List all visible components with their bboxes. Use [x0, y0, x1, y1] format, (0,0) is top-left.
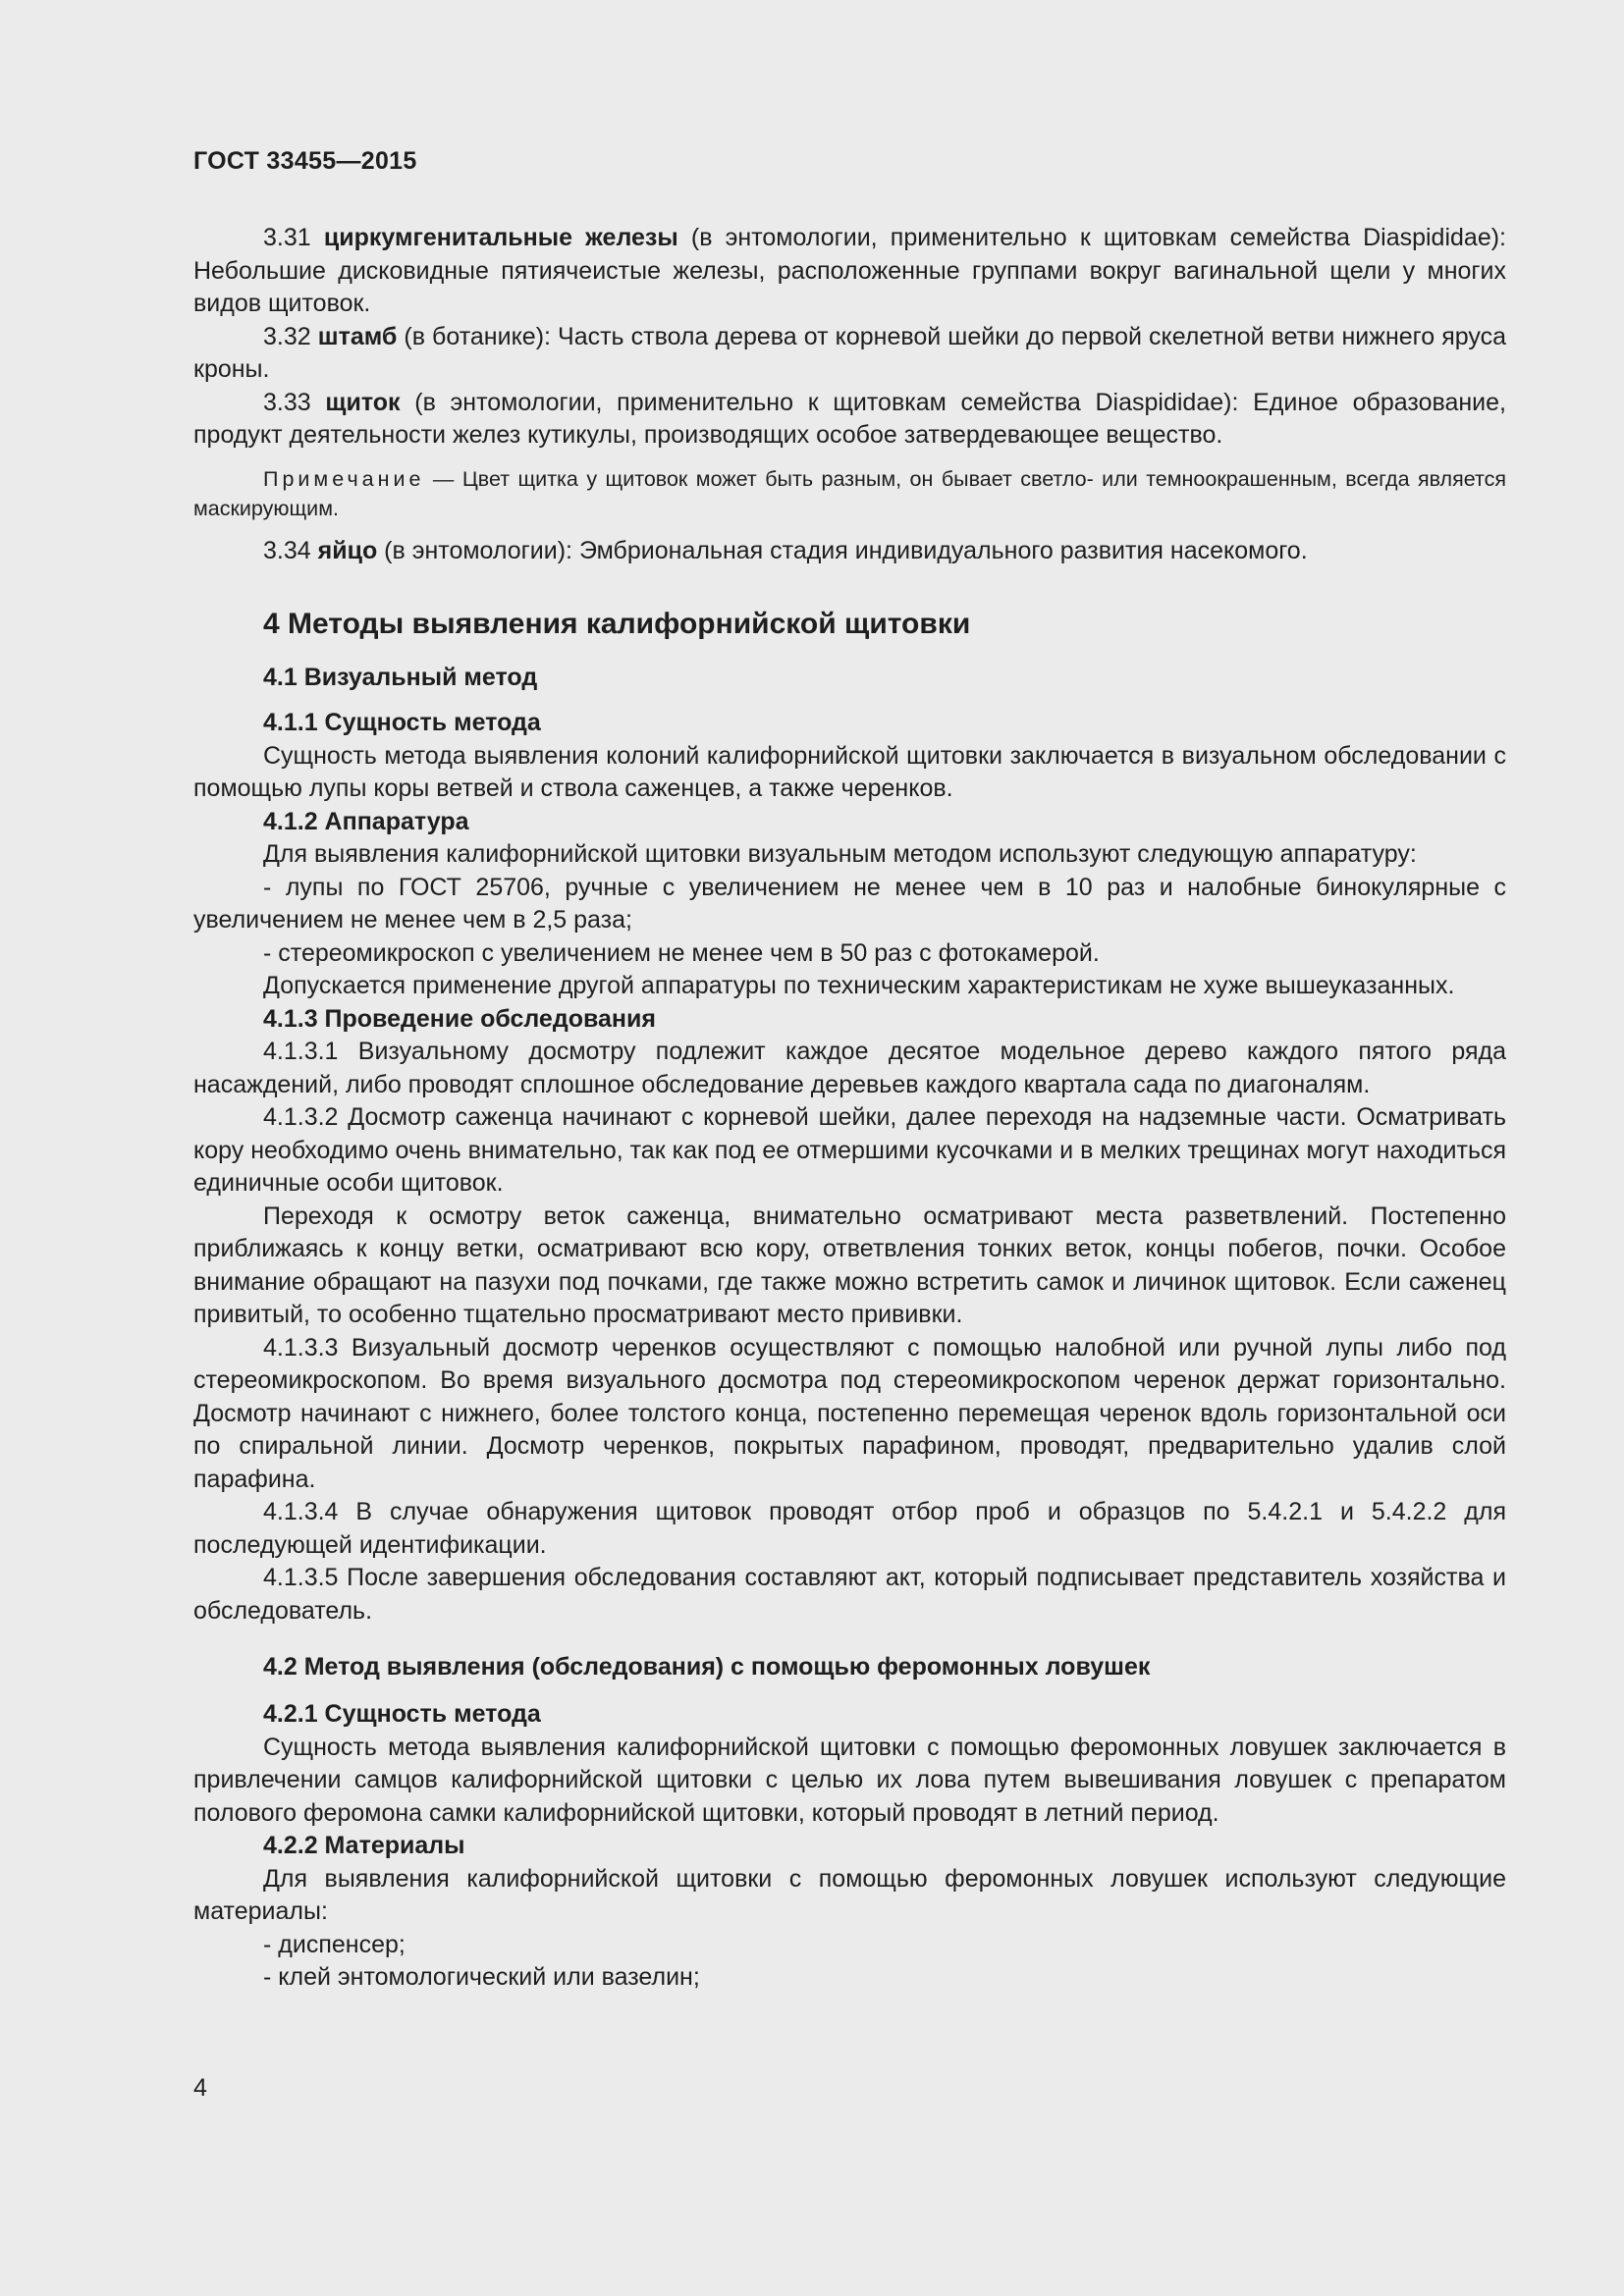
section-4-2-2-intro: Для выявления калифорнийской щитовки с помощью феромонных ловушек используют следующие материалы:	[193, 1864, 1506, 1925]
definition-term: штамб	[317, 322, 398, 350]
paragraph-4-1-3-4: 4.1.3.4 В случае обнаружения щитовок проводят отбор проб и образцов по 5.4.2.1 и 5.4.2.2 для последующей идентификации.	[193, 1498, 1506, 1559]
section-4-1-1-text: Сущность метода выявления колоний калифорнийской щитовки заключается в визуальном обследовании с помощью лупы коры ветвей и ствола саженцев, а также черенков.	[193, 741, 1506, 802]
definition-number: 3.32	[263, 322, 311, 350]
page-content	[193, 222, 1506, 1995]
definition-text: (в ботанике): Часть ствола дерева от корневой шейки до первой скелетной ветви нижнего яруса кроны.	[193, 322, 1506, 383]
page-number: 4	[193, 2074, 207, 2102]
note-label: Примечание	[263, 466, 425, 491]
paragraph-4-1-3-2: 4.1.3.2 Досмотр саженца начинают с корневой шейки, далее переходя на надземные части. Осматривать кору необходимо очень внимательно, так как под ее отмершими кусочками и в мелких трещинах могут находиться единичные особи щитовок.	[193, 1103, 1506, 1197]
note	[193, 464, 1506, 523]
section-4-1-2-title: 4.1.2 Аппаратура	[263, 807, 469, 835]
section-4-2-title: 4.2 Метод выявления (обследования) с помощью феромонных ловушек	[263, 1653, 1151, 1681]
definition-number: 3.31	[263, 224, 311, 251]
definition-3-34	[193, 535, 1506, 568]
list-item: - лупы по ГОСТ 25706, ручные с увеличением не менее чем в 10 раз и налобные бинокулярные с увеличением не менее чем в 2,5 раза;	[193, 873, 1506, 934]
list-item: - диспенсер;	[263, 1930, 406, 1958]
document-header: ГОСТ 33455—2015	[193, 147, 417, 175]
note-text: — Цвет щитка у щитовок может быть разным, он бывает светло- или темноокрашенным, всегда является маскирующим.	[193, 466, 1506, 520]
definition-term: циркумгенитальные железы	[323, 224, 678, 251]
definition-text: (в энтомологии, применительно к щитовкам семейства Diaspididae): Единое образование, продукт деятельности желез кутикулы, производящих особое затвердевающее вещество.	[193, 388, 1506, 449]
definition-3-32	[193, 321, 1506, 387]
section-4-1-2-intro: Для выявления калифорнийской щитовки визуальным методом используют следующую аппаратуру:	[263, 840, 1417, 868]
list-item: - стереомикроскоп с увеличением не менее чем в 50 раз с фотокамерой.	[263, 938, 1100, 967]
paragraph-4-1-3-3: 4.1.3.3 Визуальный досмотр черенков осуществляют с помощью налобной или ручной лупы либо под стереомикроскопом. Во время визуального досмотра под стереомикроскопом черенок держат горизонтально. Досмотр начинают с нижнего, более толстого конца, постепенно перемещая черенок вдоль горизонтальной оси по спиральной линии. Досмотр черенков, покрытых парафином, проводят, предварительно удалив слой парафина.	[193, 1333, 1506, 1493]
section-4-title: 4 Методы выявления калифорнийской щитовки	[263, 608, 971, 640]
section-4-2-1-text: Сущность метода выявления калифорнийской щитовки с помощью феромонных ловушек заключается в привлечении самцов калифорнийской щитовки с целью их лова путем вывешивания ловушек с препаратом полового феромона самки калифорнийской щитовки, который проводят в летний период.	[193, 1733, 1506, 1827]
definition-term: яйцо	[317, 536, 378, 564]
definition-3-33	[193, 387, 1506, 453]
section-4-2-2-title: 4.2.2 Материалы	[263, 1832, 465, 1859]
definition-number: 3.33	[263, 388, 311, 416]
section-4-1-1-title: 4.1.1 Сущность метода	[263, 709, 541, 736]
section-4-1-3-title: 4.1.3 Проведение обследования	[263, 1004, 656, 1033]
section-4-2-1-title: 4.2.1 Сущность метода	[263, 1700, 541, 1728]
paragraph-4-1-3-1: 4.1.3.1 Визуальному досмотру подлежит каждое десятое модельное дерево каждого пятого ряда насаждений, либо проводят сплошное обследование деревьев каждого квартала сада по диагоналям.	[193, 1038, 1506, 1098]
list-item: - клей энтомологический или вазелин;	[263, 1963, 700, 1991]
definition-3-31	[193, 222, 1506, 321]
section-4-1-title: 4.1 Визуальный метод	[263, 664, 538, 691]
definition-text: (в энтомологии): Эмбриональная стадия индивидуального развития насекомого.	[377, 536, 1308, 564]
definition-text: (в энтомологии, применительно к щитовкам семейства Diaspididae): Небольшие дисковидные пятиячеистые железы, расположенные группами вокруг вагинальной щели у многих видов щитовок.	[193, 224, 1506, 317]
definition-term: щиток	[325, 388, 401, 416]
paragraph-4-1-3-5: 4.1.3.5 После завершения обследования составляют акт, который подписывает представитель хозяйства и обследователь.	[193, 1564, 1506, 1625]
definition-number: 3.34	[263, 536, 311, 564]
section-4-1-2-outro: Допускается применение другой аппаратуры по техническим характеристикам не хуже вышеуказанных.	[263, 972, 1455, 999]
paragraph-4-1-3-2-cont: Переходя к осмотру веток саженца, внимательно осматривают места разветвлений. Постепенно приближаясь к концу ветки, осматривают всю кору, ответвления тонких веток, концы побегов, почки. Особое внимание обращают на пазухи под почками, где также можно встретить самок и личинок щитовок. Если саженец привитый, то особенно тщательно просматривают место прививки.	[193, 1201, 1506, 1328]
